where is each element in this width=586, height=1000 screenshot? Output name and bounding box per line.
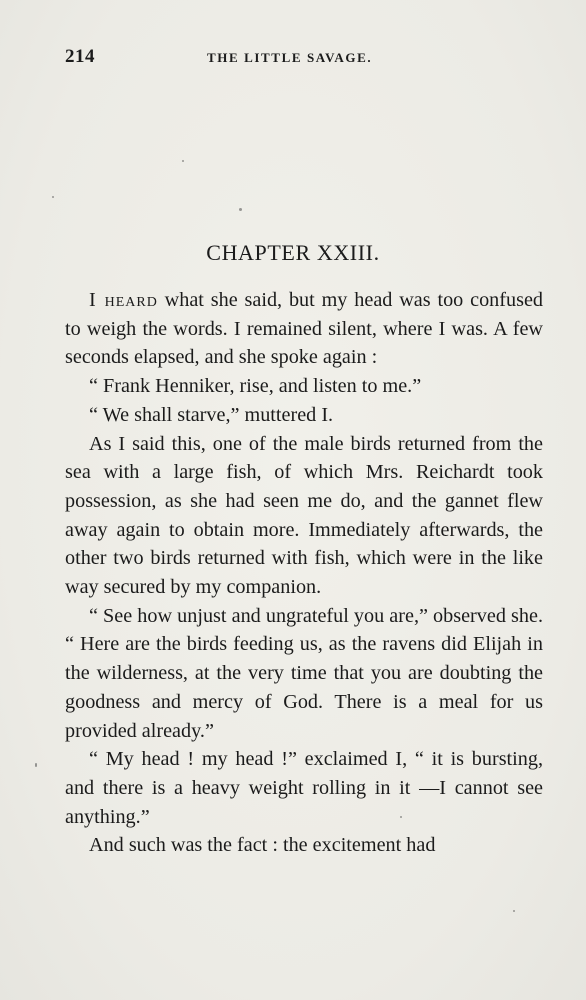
chapter-title: CHAPTER XXIII. xyxy=(206,240,380,265)
page-number: 214 xyxy=(65,46,95,67)
paragraph-1 xyxy=(65,286,543,372)
paper-speck xyxy=(182,160,184,162)
paper-speck xyxy=(35,763,37,767)
running-head xyxy=(65,46,543,70)
paragraph-5: “ See how unjust and ungrateful you are,” observed she. “ Here are the birds feeding us, as the ravens did Elijah in the wilderness, at the very time that you are doubting the goodness and mercy of God. There is a meal for us provided already.” xyxy=(65,604,543,742)
paragraph-1-lead: I heard xyxy=(89,289,158,311)
paper-speck xyxy=(52,196,54,198)
running-title: THE LITTLE SAVAGE. xyxy=(207,50,373,65)
body-text xyxy=(65,286,543,860)
paper-speck xyxy=(400,816,402,818)
paragraph-4: As I said this, one of the male birds returned from the sea with a large fish, of which Mrs. Reichardt took possession, as she had seen me do, and the gannet flew away again to obtain more. Immediately afterwards, the other two birds returned with fish, which were in the like way secured by my companion. xyxy=(65,432,543,599)
paragraph-7: And such was the fact : the excitement had xyxy=(89,834,436,857)
paper-speck xyxy=(513,910,515,912)
paper-speck xyxy=(239,208,242,211)
paragraph-3: “ We shall starve,” muttered I. xyxy=(89,403,334,426)
paragraph-2: “ Frank Henniker, rise, and listen to me.” xyxy=(89,375,422,398)
paragraph-1-text: what she said, but my head was too confused to weigh the words. I remained silent, where I was. A few seconds elapsed, and she spoke again : xyxy=(65,289,544,369)
paragraph-6: “ My head ! my head !” exclaimed I, “ it is bursting, and there is a heavy weight rolling in it —I cannot see anything.” xyxy=(65,748,543,828)
